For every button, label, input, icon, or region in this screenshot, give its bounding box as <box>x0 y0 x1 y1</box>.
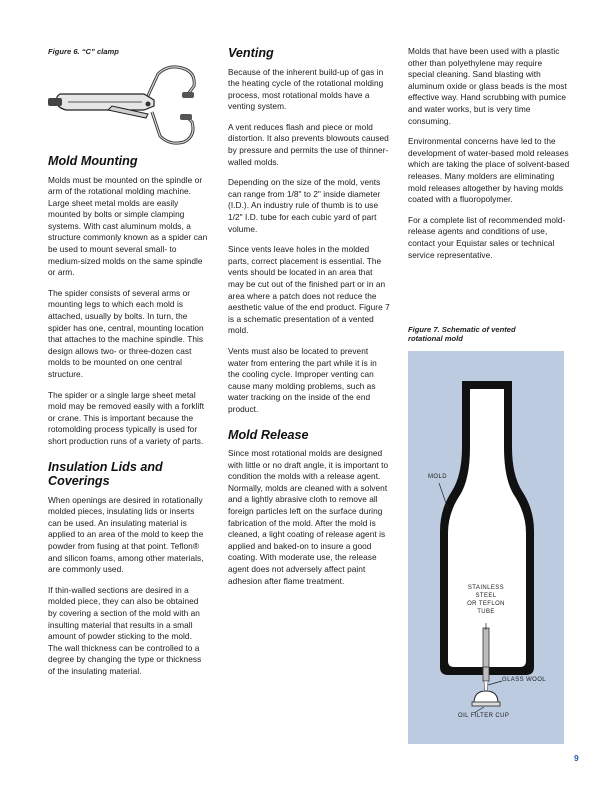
mold-release-heading: Mold Release <box>228 427 309 442</box>
tube-label-3: OR TEFLON <box>467 601 505 607</box>
mold-label: MOLD <box>428 474 447 480</box>
mold-mounting-paragraph: Molds must be mounted on the spindle or arm of the rotational molding machine. Large sheet metal molds are easily mounted by bolts or simple clamping systems. With cast aluminum molds, a structure commonly known as a spider can be used to mount several small- to medium-sized molds on the same spindle or arm. <box>48 174 208 278</box>
mold-release-paragraph: Since most rotational molds are designed with little or no draft angle, it is important to condition the molds with a release agent. Normally, molds are cleaned with a solvent and a lightly abrasive cloth to remove all foreign particles left on the surface during fabrication of the mold. After the mold is cleaned, a light coating of release agent is applied and baked-on to insure a good coating. With moderate use, the release agent does not adversely affect paint adhesion after flame treatment. <box>228 448 389 586</box>
page-number: 9 <box>574 753 579 763</box>
figure7-caption-line2: rotational mold <box>408 334 463 344</box>
insulation-heading: Insulation Lids and Coverings <box>48 459 163 489</box>
mold-mounting-paragraph: The spider consists of several arms or mounting legs to which each mold is attached, usually by bolts. In turn, the spider has one, central, mounting location that attaches to the machine spindle. This design allows two- or three-dozen cast molds to be mounted on one central structure. <box>48 287 204 379</box>
glass-wool-label: GLASS WOOL <box>502 677 547 683</box>
venting-heading: Venting <box>228 46 274 60</box>
insulation-paragraph: When openings are desired in rotationally molded pieces, insulating lids or inserts can be used. An insulating material is applied to an area of the mold to keep the powder from fusing at that point. Teflon® and silicon foams, among other materials, are commonly used. <box>48 494 204 575</box>
oil-filter-cup-label: OIL FILTER CUP <box>458 713 510 719</box>
bottle-mold-drawing <box>408 351 564 744</box>
col3-paragraph: Environmental concerns have led to the development of water-based mold releases which are taking the place of solvent-based releases. Many molders are eliminating mold releases altogether by having molds coated with a fluoropolymer. <box>408 136 570 205</box>
figure6-caption: Figure 6. “C” clamp <box>48 47 119 56</box>
vented-mold-schematic <box>408 351 564 744</box>
tube-label-2: STEEL <box>475 593 497 599</box>
mold-mounting-heading: Mold Mounting <box>48 154 138 168</box>
figure7-caption-line1: Figure 7. Schematic of vented <box>408 325 516 334</box>
venting-paragraph: Because of the inherent build-up of gas in the heating cycle of the rotational molding process, most rotational molds have a venting system. <box>228 66 384 112</box>
tube-label-4: TUBE <box>477 609 495 615</box>
mold-mounting-paragraph: The spider or a single large sheet metal mold may be removed easily with a forklift or crane. This is important because the rotomolding process typically is used for short production runs of a variety of parts. <box>48 389 205 446</box>
col3-paragraph: For a complete list of recommended mold-release agents and conditions of use, contact your Equistar sales or technical service representative. <box>408 214 566 260</box>
col3-paragraph: Molds that have been used with a plastic other than polyethylene may require special cleaning. Sand blasting with aluminum oxide or glass beads is the most effective way. Hand scrubbing with pumice and water works, but is very time consuming. <box>408 46 567 126</box>
insulation-paragraph: If thin-walled sections are desired in a molded piece, they can also be obtained by covering a section of the mold with an insulting material that results in a small amount of powder sticking to the mold. The wall thickness can be controlled to a degree by changing the type or thickness of the insulating material. <box>48 584 202 676</box>
venting-paragraph: Since vents leave holes in the molded parts, correct placement is essential. The vents should be located in an area that may be cut out of the finished part or in an area where a patch does not reduce the aesthetic value of the end product. Figure 7 is a schematic presentation of a vented mold. <box>228 244 390 336</box>
venting-paragraph: Vents must also be located to prevent water from entering the part while it is in the cooling cycle. Improper venting can cause many molding problems, such as water tracking on the inside of the end product. <box>228 345 377 414</box>
venting-paragraph: Depending on the size of the mold, vents can range from 1/8" to 2" inside diameter (I.D.). An industry rule of thumb is to use 1/2" I.D. tube for each cubic yard of part volume. <box>228 177 381 234</box>
venting-paragraph: A vent reduces flash and piece or mold distortion. It also prevents blowouts caused by pressure and permits the use of thinner-walled molds. <box>228 121 389 167</box>
tube-label-1: STAINLESS <box>467 585 505 591</box>
c-clamp-illustration <box>48 60 208 150</box>
